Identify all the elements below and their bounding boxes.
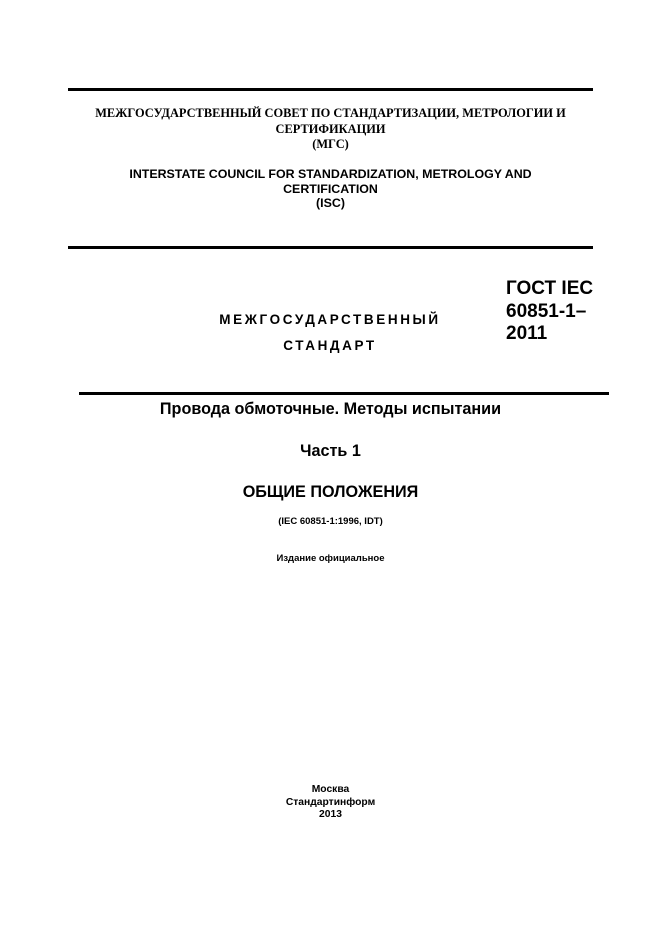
council-en-line-2: CERTIFICATION bbox=[283, 181, 378, 196]
middle-divider-rule bbox=[68, 246, 593, 249]
standard-number bbox=[506, 278, 593, 346]
council-ru-abbreviation: (МГС) bbox=[312, 137, 349, 151]
edition-label: Издание официальное bbox=[276, 553, 385, 564]
document-part: Часть 1 bbox=[300, 442, 361, 460]
imprint-publisher: Стандартинформ bbox=[285, 796, 376, 808]
standard-type-line-2: СТАНДАРТ bbox=[283, 338, 377, 353]
document-title: Провода обмоточные. Методы испытании bbox=[159, 400, 502, 418]
imprint-city: Москва bbox=[311, 784, 350, 795]
council-name-english bbox=[60, 167, 601, 211]
council-en-abbreviation: (ISC) bbox=[316, 196, 345, 210]
standard-type-line-1: МЕЖГОСУДАРСТВЕННЫЙ bbox=[219, 312, 441, 327]
bottom-divider-rule bbox=[79, 392, 609, 395]
top-divider-rule bbox=[68, 88, 593, 91]
council-ru-line-2: СЕРТИФИКАЦИИ bbox=[275, 121, 386, 136]
council-ru-line-1: МЕЖГОСУДАРСТВЕННЫЙ СОВЕТ ПО СТАНДАРТИЗАЦИИ, МЕТРОЛОГИИ И bbox=[95, 106, 566, 120]
council-name-russian bbox=[60, 106, 601, 153]
document-section-title: ОБЩИЕ ПОЛОЖЕНИЯ bbox=[242, 483, 419, 501]
council-en-line-1: INTERSTATE COUNCIL FOR STANDARDIZATION, METROLOGY AND bbox=[129, 167, 532, 181]
standard-type bbox=[190, 307, 470, 359]
standard-number-line-2: 60851-1– bbox=[506, 300, 587, 322]
publication-imprint bbox=[60, 784, 601, 822]
standard-number-line-1: ГОСТ IEC bbox=[506, 278, 594, 299]
imprint-year: 2013 bbox=[319, 809, 342, 820]
iec-reference: (IEC 60851-1:1996, IDT) bbox=[278, 516, 383, 527]
standard-number-line-3: 2011 bbox=[506, 323, 548, 344]
